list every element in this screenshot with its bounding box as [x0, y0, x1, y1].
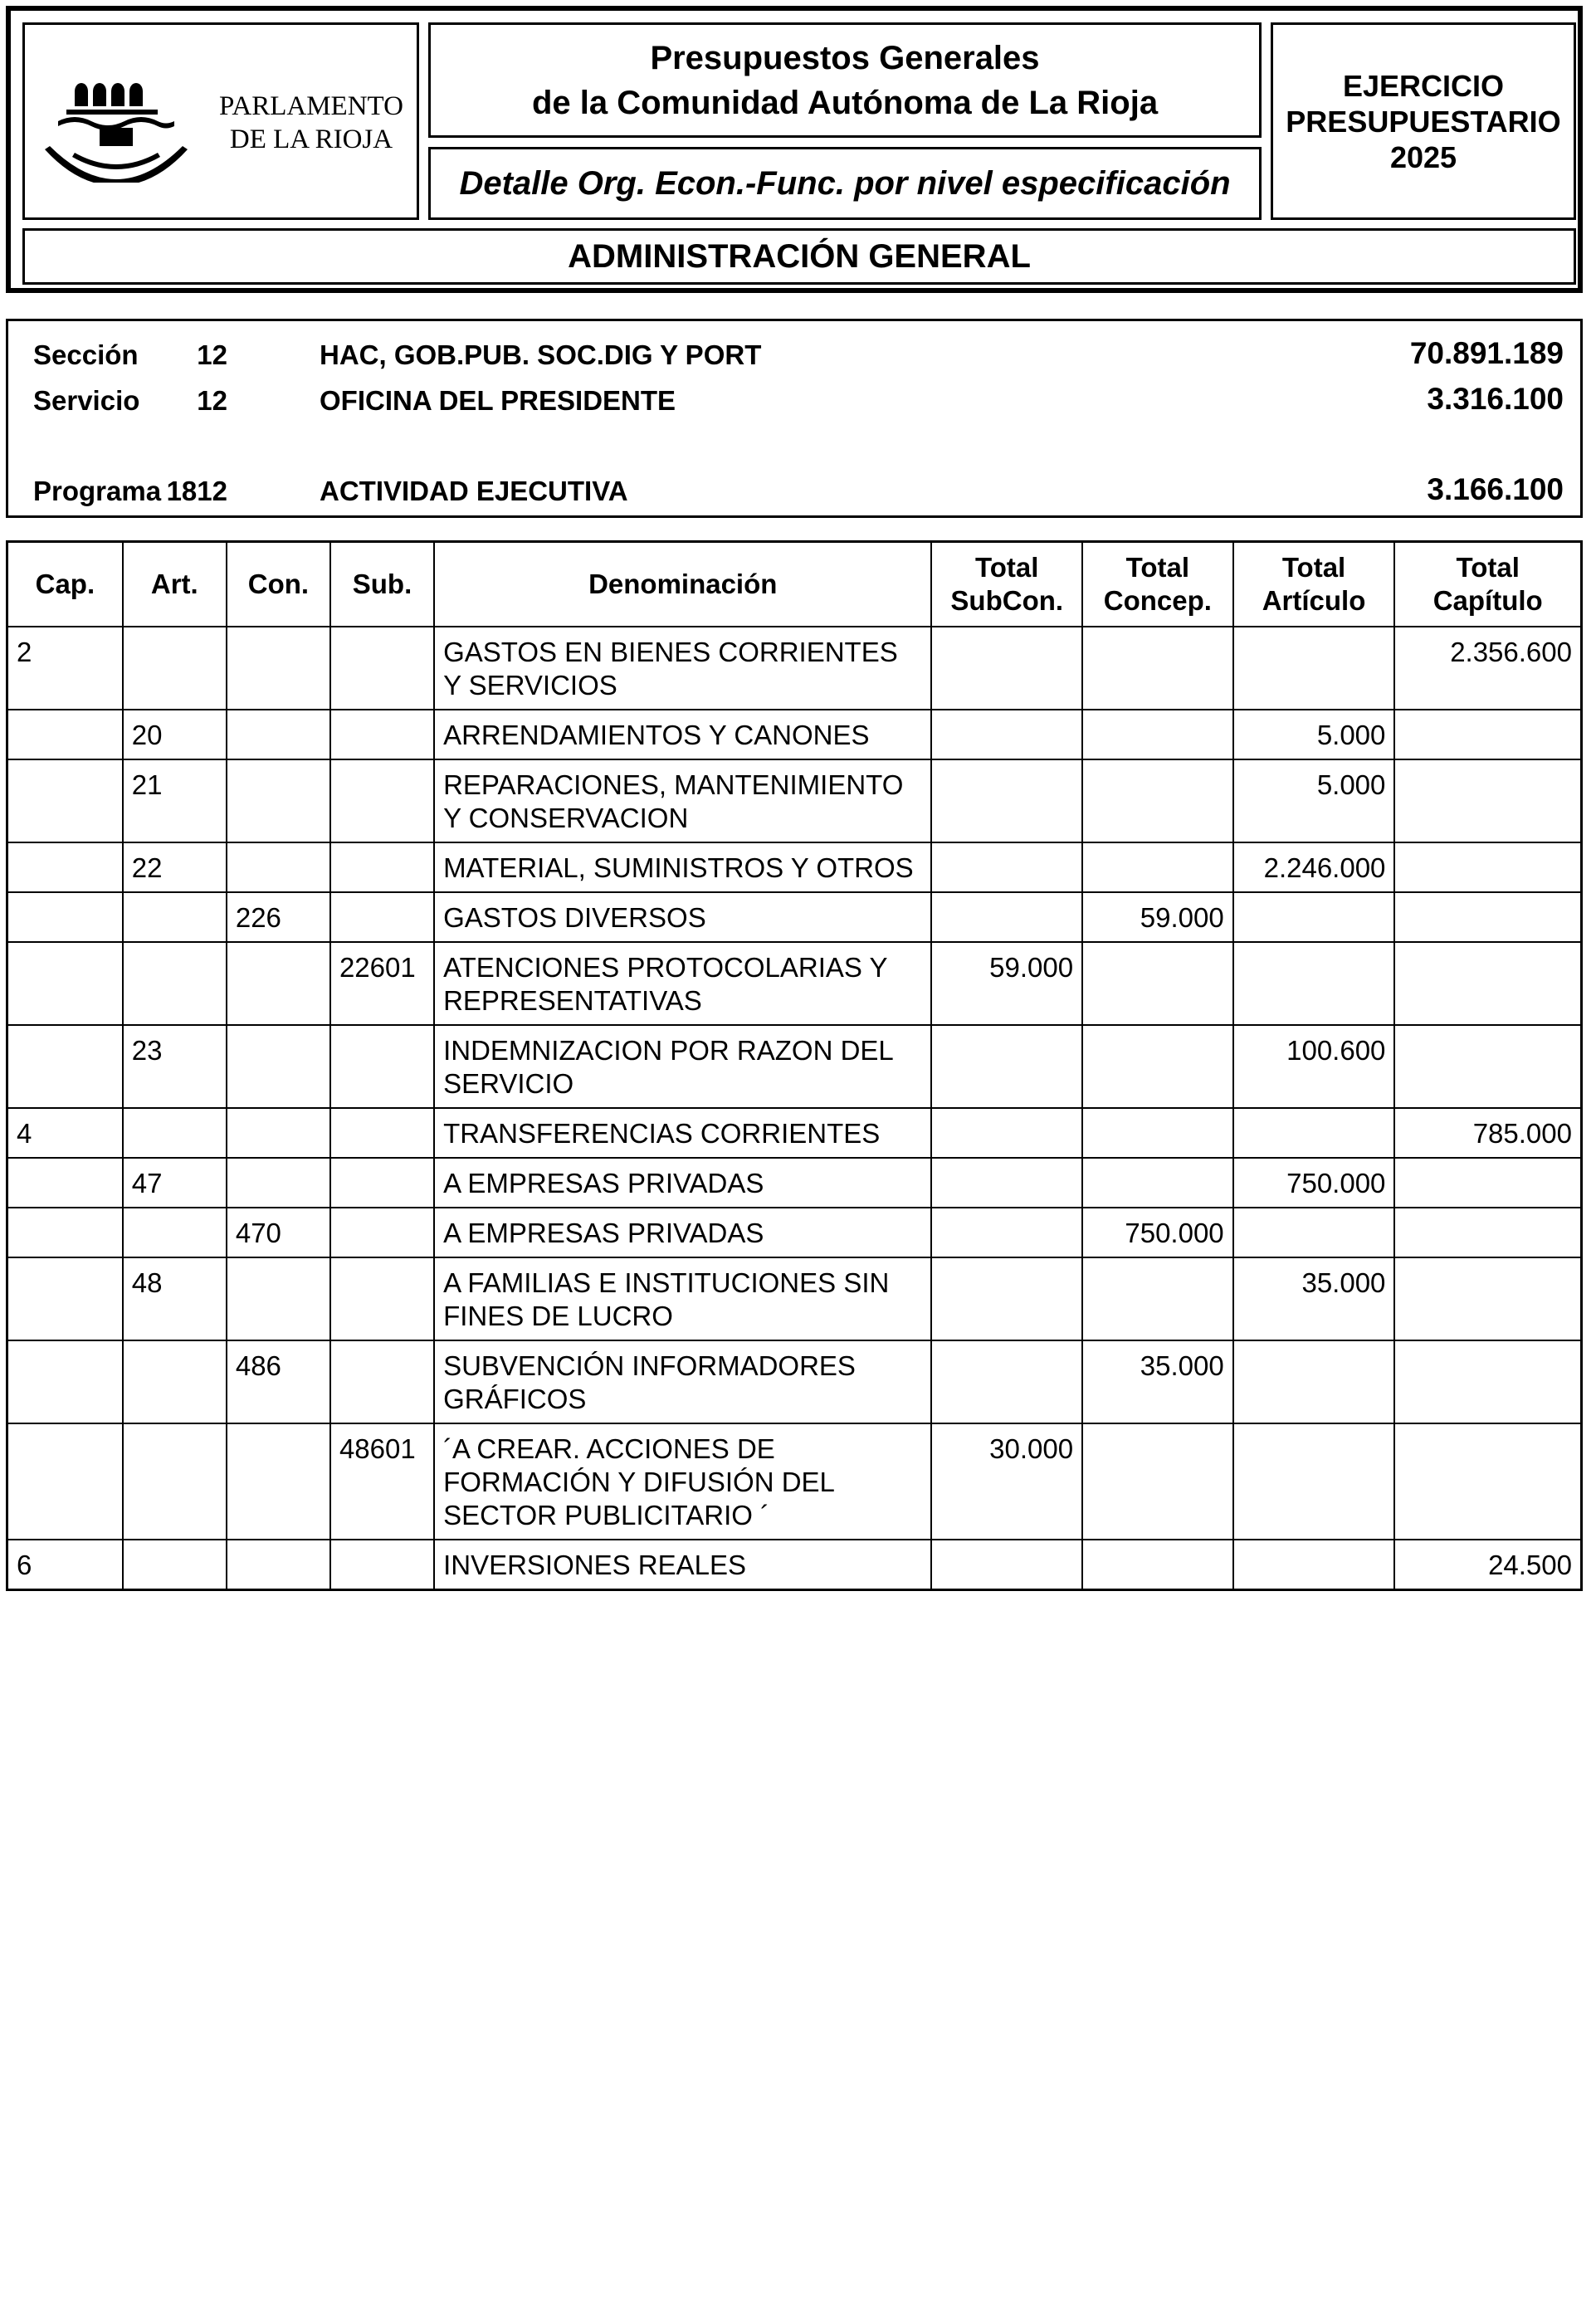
programa-name: ACTIVIDAD EJECUTIVA [320, 476, 628, 506]
header-art: Art. [123, 542, 227, 627]
total-articulo-cell [1233, 1423, 1395, 1540]
administration-title: ADMINISTRACIÓN GENERAL [568, 237, 1031, 275]
total-articulo-cell [1233, 627, 1395, 710]
total-subcon-cell [931, 710, 1082, 759]
cap-cell [7, 1025, 123, 1108]
sub-cell [330, 1257, 434, 1340]
total-articulo-cell: 100.600 [1233, 1025, 1395, 1108]
servicio-row [8, 378, 1580, 420]
denominacion-cell: MATERIAL, SUMINISTROS Y OTROS [434, 842, 931, 892]
con-cell [227, 1108, 330, 1158]
exercise-year: 2025 [1389, 139, 1457, 174]
total-capitulo-cell [1394, 710, 1581, 759]
total-articulo-cell: 750.000 [1233, 1158, 1395, 1208]
total-concep-cell [1082, 1540, 1233, 1590]
servicio-name: OFICINA DEL PRESIDENTE [320, 385, 676, 416]
sub-cell [330, 1025, 434, 1108]
seccion-name: HAC, GOB.PUB. SOC.DIG Y PORT [320, 339, 762, 370]
header-total-capitulo-line2: Capítulo [1432, 585, 1543, 616]
header-total-articulo-line2: Artículo [1262, 585, 1366, 616]
cap-cell [7, 942, 123, 1025]
total-concep-cell [1082, 942, 1233, 1025]
table-row [7, 1158, 1582, 1208]
art-cell [123, 1108, 227, 1158]
table-row [7, 892, 1582, 942]
programa-code: 1812 [166, 476, 227, 506]
denominacion-cell: ATENCIONES PROTOCOLARIAS Y REPRESENTATIVAS [434, 942, 931, 1025]
total-capitulo-cell [1394, 1158, 1581, 1208]
parliament-emblem-icon [41, 66, 207, 183]
sub-cell: 48601 [330, 1423, 434, 1540]
logo-text [212, 90, 411, 156]
exercise-line-2: PRESUPUESTARIO [1286, 104, 1561, 139]
exercise-line-1: EJERCICIO [1342, 68, 1505, 103]
total-subcon-cell [931, 842, 1082, 892]
art-cell: 22 [123, 842, 227, 892]
total-capitulo-cell [1394, 1208, 1581, 1257]
table-row [7, 1208, 1582, 1257]
seccion-amount: 70.891.189 [1409, 336, 1564, 370]
art-cell: 48 [123, 1257, 227, 1340]
total-concep-cell: 750.000 [1082, 1208, 1233, 1257]
table-row [7, 1025, 1582, 1108]
header-total-capitulo-line1: Total [1456, 552, 1520, 583]
con-cell [227, 942, 330, 1025]
total-subcon-cell [931, 1257, 1082, 1340]
total-capitulo-cell [1394, 842, 1581, 892]
sub-cell [330, 759, 434, 842]
denominacion-cell: ARRENDAMIENTOS Y CANONES [434, 710, 931, 759]
cap-cell [7, 1208, 123, 1257]
art-cell [123, 1208, 227, 1257]
total-articulo-cell: 35.000 [1233, 1257, 1395, 1340]
denominacion-cell: A FAMILIAS E INSTITUCIONES SIN FINES DE LUCRO [434, 1257, 931, 1340]
art-cell [123, 942, 227, 1025]
seccion-code: 12 [197, 339, 227, 370]
table-body [7, 627, 1582, 1590]
sub-cell [330, 627, 434, 710]
art-cell [123, 1540, 227, 1590]
total-concep-cell [1082, 1423, 1233, 1540]
total-concep-cell: 35.000 [1082, 1340, 1233, 1423]
cap-cell: 6 [7, 1540, 123, 1590]
sub-cell: 22601 [330, 942, 434, 1025]
table-row [7, 710, 1582, 759]
seccion-row [8, 333, 1580, 374]
total-subcon-cell [931, 1158, 1082, 1208]
con-cell [227, 710, 330, 759]
table-row [7, 1108, 1582, 1158]
total-concep-cell [1082, 627, 1233, 710]
denominacion-cell: SUBVENCIÓN INFORMADORES GRÁFICOS [434, 1340, 931, 1423]
con-cell [227, 1540, 330, 1590]
art-cell: 20 [123, 710, 227, 759]
total-subcon-cell [931, 759, 1082, 842]
header-con: Con. [227, 542, 330, 627]
sub-cell [330, 842, 434, 892]
con-cell [227, 1158, 330, 1208]
servicio-amount: 3.316.100 [1427, 382, 1564, 416]
programa-amount: 3.166.100 [1427, 472, 1564, 506]
total-concep-cell [1082, 759, 1233, 842]
total-capitulo-cell: 785.000 [1394, 1108, 1581, 1158]
seccion-label: Sección [33, 339, 139, 370]
header-total-concep-line2: Concep. [1103, 585, 1212, 616]
table-row [7, 759, 1582, 842]
header-total-concep-line1: Total [1125, 552, 1190, 583]
total-articulo-cell [1233, 892, 1395, 942]
servicio-code: 12 [197, 385, 227, 416]
total-subcon-cell [931, 1108, 1082, 1158]
total-concep-cell: 59.000 [1082, 892, 1233, 942]
total-subcon-cell [931, 1208, 1082, 1257]
table-header-row [7, 542, 1582, 627]
cap-cell [7, 1340, 123, 1423]
total-subcon-cell [931, 1540, 1082, 1590]
administration-banner [22, 228, 1576, 285]
header-total-subcon-line2: SubCon. [950, 585, 1064, 616]
denominacion-cell: A EMPRESAS PRIVADAS [434, 1208, 931, 1257]
denominacion-cell: INDEMNIZACION POR RAZON DEL SERVICIO [434, 1025, 931, 1108]
servicio-label: Servicio [33, 385, 140, 416]
total-concep-cell [1082, 1025, 1233, 1108]
art-cell [123, 627, 227, 710]
denominacion-cell: TRANSFERENCIAS CORRIENTES [434, 1108, 931, 1158]
art-cell [123, 1340, 227, 1423]
logo-line-1: PARLAMENTO [219, 91, 403, 121]
total-concep-cell [1082, 1158, 1233, 1208]
logo-box [22, 22, 419, 220]
fiscal-year-box [1271, 22, 1576, 220]
art-cell: 47 [123, 1158, 227, 1208]
total-capitulo-cell [1394, 1340, 1581, 1423]
denominacion-cell: GASTOS EN BIENES CORRIENTES Y SERVICIOS [434, 627, 931, 710]
document-subtitle-box [428, 147, 1262, 220]
table-row [7, 627, 1582, 710]
total-subcon-cell [931, 892, 1082, 942]
total-articulo-cell [1233, 1540, 1395, 1590]
denominacion-cell: GASTOS DIVERSOS [434, 892, 931, 942]
table-row [7, 1423, 1582, 1540]
cap-cell [7, 710, 123, 759]
cap-cell [7, 1158, 123, 1208]
total-capitulo-cell [1394, 1025, 1581, 1108]
document-title [428, 22, 1262, 138]
header-total-capitulo [1394, 542, 1581, 627]
con-cell [227, 1025, 330, 1108]
sub-cell [330, 1158, 434, 1208]
total-concep-cell [1082, 710, 1233, 759]
header-total-subcon [931, 542, 1082, 627]
art-cell: 23 [123, 1025, 227, 1108]
denominacion-cell: A EMPRESAS PRIVADAS [434, 1158, 931, 1208]
con-cell [227, 1423, 330, 1540]
cap-cell: 4 [7, 1108, 123, 1158]
total-subcon-cell [931, 627, 1082, 710]
total-capitulo-cell [1394, 1423, 1581, 1540]
art-cell [123, 1423, 227, 1540]
sub-cell [330, 1340, 434, 1423]
table-row [7, 1340, 1582, 1423]
con-cell [227, 1257, 330, 1340]
title-line-2: de la Comunidad Autónoma de La Rioja [531, 84, 1159, 121]
budget-detail-table [6, 540, 1583, 1591]
programa-label: Programa [33, 476, 162, 506]
total-subcon-cell [931, 1340, 1082, 1423]
header-total-concep [1082, 542, 1233, 627]
art-cell [123, 892, 227, 942]
header-total-articulo [1233, 542, 1395, 627]
total-subcon-cell [931, 1025, 1082, 1108]
total-subcon-cell: 59.000 [931, 942, 1082, 1025]
header-total-articulo-line1: Total [1281, 552, 1346, 583]
total-capitulo-cell: 2.356.600 [1394, 627, 1581, 710]
denominacion-cell: REPARACIONES, MANTENIMIENTO Y CONSERVACION [434, 759, 931, 842]
denominacion-cell: INVERSIONES REALES [434, 1540, 931, 1590]
cap-cell: 2 [7, 627, 123, 710]
table-row [7, 1540, 1582, 1590]
document-header [6, 6, 1583, 293]
total-capitulo-cell [1394, 892, 1581, 942]
cap-cell [7, 892, 123, 942]
con-cell [227, 627, 330, 710]
con-cell: 486 [227, 1340, 330, 1423]
logo-line-2: DE LA RIOJA [229, 124, 393, 154]
total-capitulo-cell [1394, 759, 1581, 842]
cap-cell [7, 1257, 123, 1340]
cap-cell [7, 1423, 123, 1540]
header-total-subcon-line1: Total [975, 552, 1039, 583]
con-cell [227, 842, 330, 892]
table-row [7, 1257, 1582, 1340]
total-concep-cell [1082, 1108, 1233, 1158]
table-row [7, 942, 1582, 1025]
cap-cell [7, 759, 123, 842]
con-cell: 226 [227, 892, 330, 942]
total-articulo-cell: 2.246.000 [1233, 842, 1395, 892]
programa-row [8, 469, 1580, 510]
header-sub: Sub. [330, 542, 434, 627]
sub-cell [330, 892, 434, 942]
total-capitulo-cell [1394, 942, 1581, 1025]
total-capitulo-cell: 24.500 [1394, 1540, 1581, 1590]
header-denominacion: Denominación [434, 542, 931, 627]
denominacion-cell: ´A CREAR. ACCIONES DE FORMACIÓN Y DIFUSIÓN DEL SECTOR PUBLICITARIO ´ [434, 1423, 931, 1540]
total-articulo-cell: 5.000 [1233, 710, 1395, 759]
sub-cell [330, 1540, 434, 1590]
document-subtitle: Detalle Org. Econ.-Func. por nivel especificación [459, 164, 1231, 202]
total-concep-cell [1082, 1257, 1233, 1340]
total-capitulo-cell [1394, 1257, 1581, 1340]
total-subcon-cell: 30.000 [931, 1423, 1082, 1540]
program-summary [6, 319, 1583, 518]
sub-cell [330, 710, 434, 759]
title-line-1: Presupuestos Generales [650, 39, 1040, 76]
con-cell [227, 759, 330, 842]
art-cell: 21 [123, 759, 227, 842]
sub-cell [330, 1108, 434, 1158]
cap-cell [7, 842, 123, 892]
header-cap: Cap. [7, 542, 123, 627]
total-articulo-cell [1233, 1340, 1395, 1423]
total-concep-cell [1082, 842, 1233, 892]
table-row [7, 842, 1582, 892]
total-articulo-cell [1233, 942, 1395, 1025]
total-articulo-cell: 5.000 [1233, 759, 1395, 842]
total-articulo-cell [1233, 1208, 1395, 1257]
con-cell: 470 [227, 1208, 330, 1257]
total-articulo-cell [1233, 1108, 1395, 1158]
sub-cell [330, 1208, 434, 1257]
